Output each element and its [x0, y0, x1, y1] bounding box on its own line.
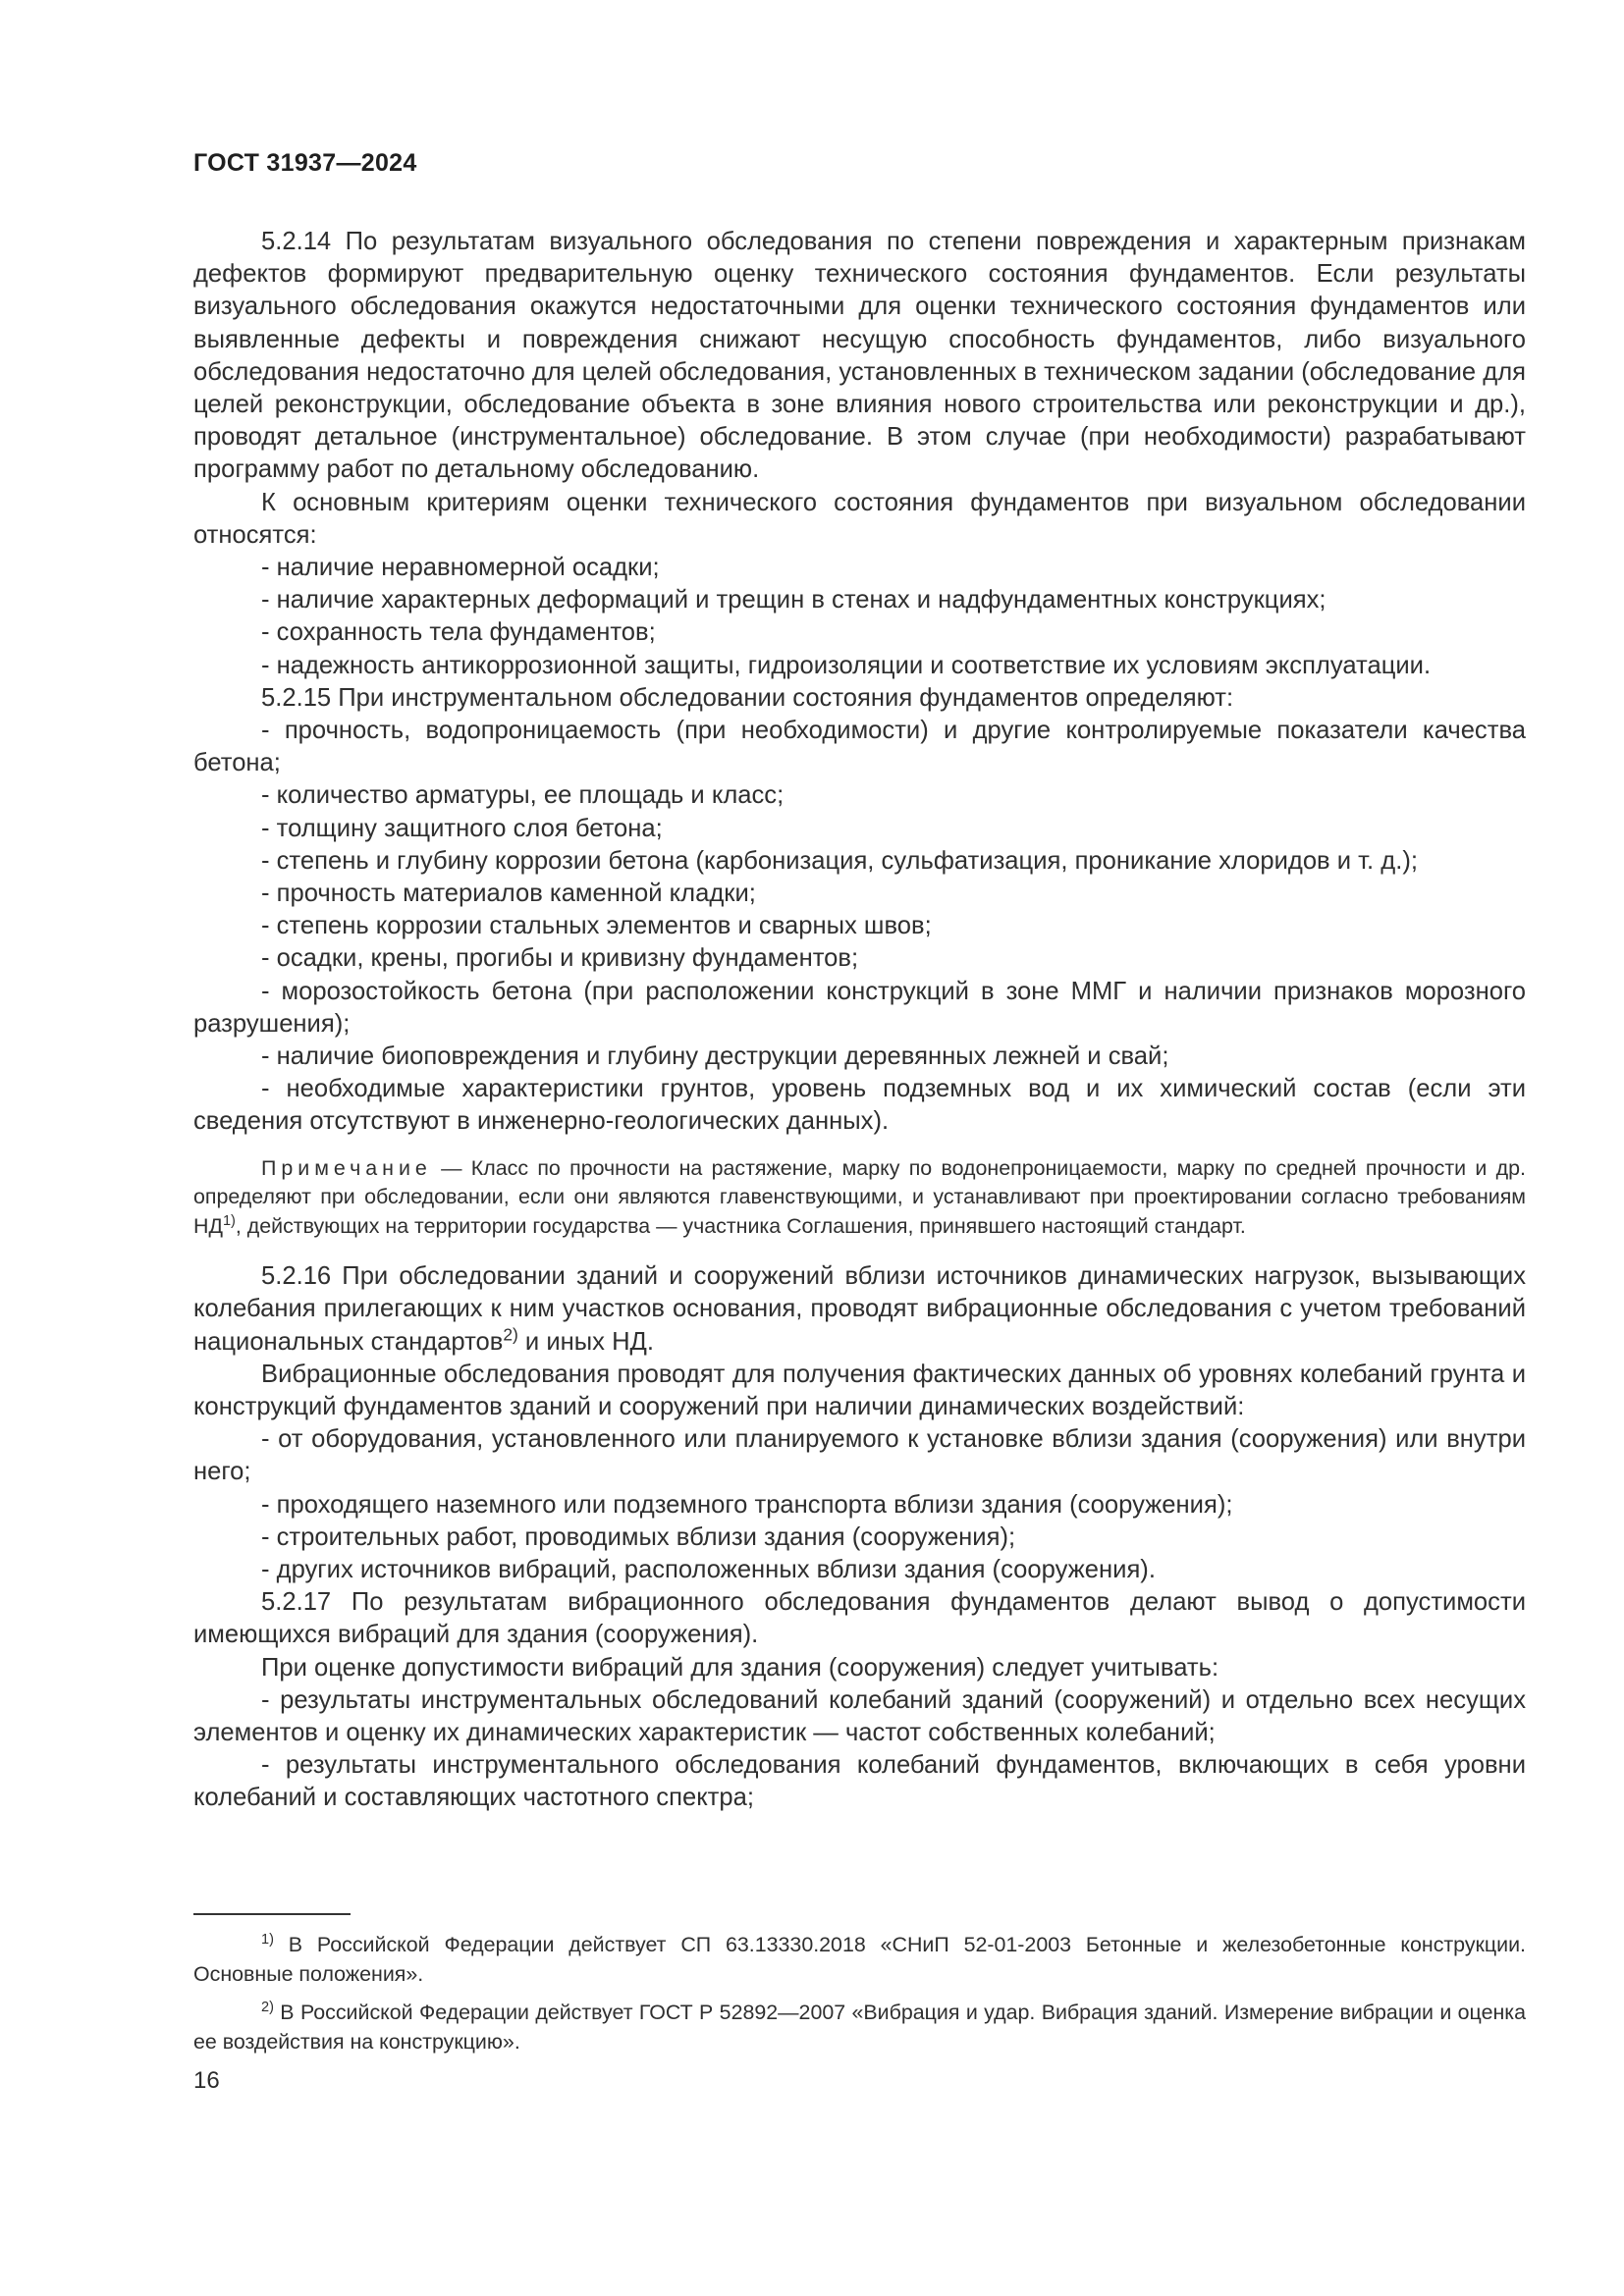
- list-item: - степень коррозии стальных элементов и сварных швов;: [261, 912, 932, 940]
- list-item: - от оборудования, установленного или планируемого к установке вблизи здания (сооружения) или внутри него;: [193, 1425, 1526, 1486]
- paragraph: К основным критериям оценки технического состояния фундаментов при визуальном обследовании относятся:: [193, 488, 1526, 549]
- list-item: - количество арматуры, ее площадь и класс;: [261, 781, 785, 810]
- footnote-text: В Российской Федерации действует СП 63.13330.2018 «СНиП 52-01-2003 Бетонные и железобетонные конструкции. Основные положения».: [193, 1933, 1526, 1986]
- list-item: - морозостойкость бетона (при расположении конструкций в зоне ММГ и наличии признаков морозного разрушения);: [193, 977, 1526, 1038]
- footnote: [193, 1931, 1526, 1989]
- list-item: - наличие характерных деформаций и трещин в стенах и надфундаментных конструкциях;: [261, 586, 1326, 614]
- list-item: - результаты инструментального обследования колебаний фундаментов, включающих в себя уровни колебаний и составляющих частотного спектра;: [193, 1751, 1526, 1812]
- list-item: - наличие неравномерной осадки;: [261, 554, 660, 582]
- paragraph-text-end: и иных НД.: [517, 1327, 654, 1356]
- list-item: - прочность, водопроницаемость (при необходимости) и другие контролируемые показатели качества бетона;: [193, 717, 1526, 777]
- list-item: - наличие биоповреждения и глубину деструкции деревянных лежней и свай;: [261, 1042, 1169, 1071]
- footnote-ref: 2): [503, 1324, 518, 1345]
- list-item: - прочность материалов каменной кладки;: [261, 880, 756, 908]
- note-text: — Класс по прочности на растяжение, марку по водонепроницаемости, марку по средней прочности и др. определяют при обследовании, если они являются главенствующими, и устанавливают при проектировании согласно требованиям НД: [193, 1155, 1526, 1238]
- list-item: - строительных работ, проводимых вблизи здания (сооружения);: [261, 1522, 1016, 1551]
- list-item: - осадки, крены, прогибы и кривизну фундаментов;: [261, 944, 859, 973]
- footnote-mark: 2): [261, 2000, 274, 2015]
- page-number: 16: [193, 2067, 220, 2094]
- note-label: Примечание: [261, 1155, 432, 1180]
- paragraph: 5.2.14 По результатам визуального обследования по степени повреждения и характерным признакам дефектов формируют предварительную оценку технического состояния фундаментов. Если результаты визуального обследования окажутся недостаточными для оценки технического состояния фундаментов или выявленные дефекты и повреждения снижают несущую способность фундаментов, либо визуального обследования недостаточно для целей обследования, установленных в техническом задании (обследование для целей реконструкции, обследование объекта в зоне влияния нового строительства или реконструкции и др.), проводят детальное (инструментальное) обследование. В этом случае (при необходимости) разрабатывают программу работ по детальному обследованию.: [193, 228, 1526, 484]
- document-header: ГОСТ 31937—2024: [193, 149, 417, 177]
- footnote: [193, 1999, 1526, 2056]
- paragraph-text: 5.2.16 При обследовании зданий и сооружений вблизи источников динамических нагрузок, вызывающих колебания прилегающих к ним участков основания, проводят вибрационные обследования с учетом требований национальных стандартов: [193, 1262, 1526, 1356]
- footnote-text: В Российской Федерации действует ГОСТ Р 52892—2007 «Вибрация и удар. Вибрация зданий. Измерение вибрации и оценка ее воздействия на конструкцию».: [193, 2001, 1526, 2054]
- list-item: - результаты инструментальных обследований колебаний зданий (сооружений) и отдельно всех несущих элементов и оценку их динамических характеристик — частот собственных колебаний;: [193, 1685, 1526, 1747]
- list-item: - толщину защитного слоя бетона;: [261, 814, 663, 842]
- footnote-divider: [193, 1913, 351, 1915]
- paragraph: При оценке допустимости вибраций для здания (сооружения) следует учитывать:: [261, 1653, 1219, 1682]
- list-item: - сохранность тела фундаментов;: [261, 618, 656, 647]
- paragraph: 5.2.17 По результатам вибрационного обследования фундаментов делают вывод о допустимости имеющихся вибраций для здания (сооружения).: [193, 1588, 1526, 1649]
- footnotes: [193, 1931, 1526, 2066]
- paragraph-5-2-16: [193, 1260, 1526, 1359]
- note-text-end: , действующих на территории государства — участника Соглашения, принявшего настоящий стандарт.: [235, 1213, 1246, 1238]
- paragraph: Вибрационные обследования проводят для получения фактических данных об уровнях колебаний грунта и конструкций фундаментов зданий и сооружений при наличии динамических воздействий:: [193, 1360, 1526, 1420]
- body-text: [193, 226, 1526, 1815]
- list-item: - проходящего наземного или подземного транспорта вблизи здания (сооружения);: [261, 1490, 1233, 1519]
- list-item: - степень и глубину коррозии бетона (карбонизация, сульфатизация, проникание хлоридов и т. д.);: [261, 846, 1418, 875]
- footnote-ref: 1): [222, 1212, 236, 1229]
- list-item: - необходимые характеристики грунтов, уровень подземных вод и их химический состав (если эти сведения отсутствуют в инженерно-геологических данных).: [193, 1075, 1526, 1136]
- list-item: - надежность антикоррозионной защиты, гидроизоляции и соответствие их условиям эксплуатации.: [261, 651, 1432, 679]
- note: [193, 1154, 1526, 1242]
- footnote-mark: 1): [261, 1932, 274, 1948]
- list-item: - других источников вибраций, расположенных вблизи здания (сооружения).: [261, 1556, 1156, 1584]
- paragraph: 5.2.15 При инструментальном обследовании состояния фундаментов определяют:: [261, 683, 1234, 712]
